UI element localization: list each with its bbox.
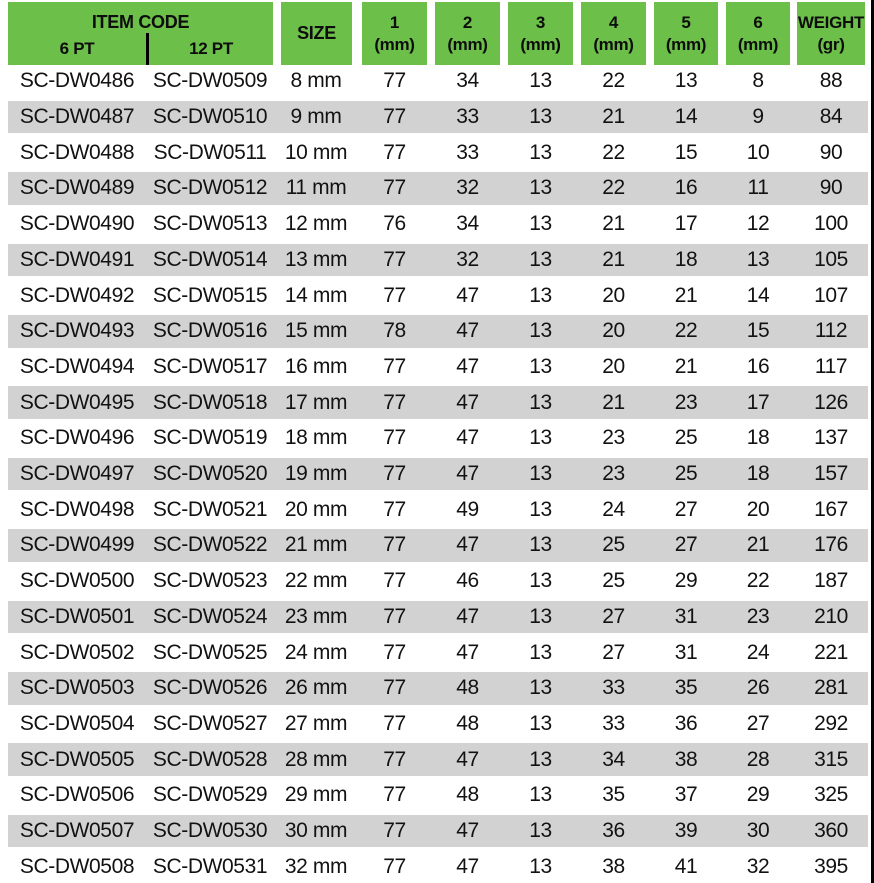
cell-size: 32 mm <box>284 854 348 878</box>
cell-2mm: 46 <box>456 569 479 593</box>
table-row <box>8 565 868 598</box>
cell-size: 26 mm <box>284 676 348 700</box>
cell-weight: 210 <box>814 604 848 628</box>
cell-4mm: 27 <box>602 604 625 628</box>
cell-item-code-6pt: SC-DW0503 <box>19 676 135 700</box>
cell-weight: 292 <box>814 712 848 735</box>
cell-weight: 395 <box>814 854 848 878</box>
cell-weight: 126 <box>814 390 848 414</box>
cell-item-code-6pt: SC-DW0491 <box>19 247 135 271</box>
cell-1mm: 77 <box>383 640 406 664</box>
cell-item-code-12pt: SC-DW0521 <box>152 497 268 521</box>
header-dim-3-num: 3 <box>535 13 546 33</box>
cell-5mm: 36 <box>674 712 698 735</box>
cell-3mm: 13 <box>529 319 552 343</box>
cell-item-code-6pt: SC-DW0502 <box>19 640 135 664</box>
header-size-label: SIZE <box>281 2 352 65</box>
header-dim-3 <box>508 2 573 65</box>
cell-item-code-6pt: SC-DW0494 <box>19 354 135 378</box>
cell-weight: 100 <box>814 212 848 236</box>
cell-6mm: 14 <box>746 283 770 307</box>
cell-4mm: 24 <box>602 497 625 521</box>
cell-4mm: 35 <box>602 783 625 807</box>
cell-weight: 176 <box>814 533 848 557</box>
cell-4mm: 21 <box>602 247 625 271</box>
cell-item-code-12pt: SC-DW0516 <box>152 319 268 343</box>
cell-weight: 90 <box>819 140 843 164</box>
cell-size: 22 mm <box>284 569 348 593</box>
cell-2mm: 47 <box>456 462 479 486</box>
cell-6mm: 16 <box>746 354 770 378</box>
cell-item-code-12pt: SC-DW0525 <box>152 640 268 664</box>
cell-4mm: 21 <box>602 105 625 129</box>
cell-size: 15 mm <box>284 319 348 343</box>
cell-4mm: 25 <box>602 533 625 557</box>
cell-1mm: 77 <box>383 819 406 843</box>
table-row <box>8 169 868 208</box>
header-dim-1 <box>362 2 427 65</box>
cell-item-code-6pt: SC-DW0495 <box>19 390 135 414</box>
cell-item-code-12pt: SC-DW0515 <box>152 283 268 307</box>
cell-item-code-6pt: SC-DW0493 <box>19 319 135 343</box>
cell-item-code-12pt: SC-DW0523 <box>152 569 268 593</box>
cell-1mm: 77 <box>383 604 406 628</box>
table-row <box>8 850 868 883</box>
cell-4mm: 22 <box>602 69 625 93</box>
cell-6mm: 18 <box>746 462 770 486</box>
cell-1mm: 77 <box>383 676 406 700</box>
cell-4mm: 22 <box>602 140 625 164</box>
cell-5mm: 18 <box>674 247 698 271</box>
cell-weight: 281 <box>814 676 848 700</box>
cell-size: 17 mm <box>284 390 348 414</box>
cell-1mm: 77 <box>383 712 406 735</box>
cell-2mm: 34 <box>456 212 479 236</box>
cell-1mm: 77 <box>383 426 406 450</box>
cell-1mm: 77 <box>383 69 406 93</box>
header-dim-1-unit: (mm) <box>374 34 415 54</box>
cell-6mm: 21 <box>746 533 770 557</box>
table-row <box>8 779 868 812</box>
cell-item-code-6pt: SC-DW0508 <box>19 854 135 878</box>
cell-1mm: 76 <box>383 212 406 236</box>
cell-6mm: 27 <box>746 712 770 735</box>
header-item-code-label: ITEM CODE <box>91 12 190 32</box>
cell-item-code-12pt: SC-DW0511 <box>153 140 267 164</box>
cell-3mm: 13 <box>529 712 552 735</box>
cell-size: 10 mm <box>284 140 348 164</box>
cell-2mm: 34 <box>456 69 479 93</box>
cell-weight: 360 <box>814 819 848 843</box>
cell-item-code-6pt: SC-DW0498 <box>19 497 135 521</box>
cell-item-code-6pt: SC-DW0490 <box>19 212 135 236</box>
table-row <box>8 422 868 455</box>
cell-1mm: 77 <box>383 569 406 593</box>
header-dim-1-num: 1 <box>389 13 400 33</box>
cell-3mm: 13 <box>529 176 552 200</box>
table-row <box>8 65 868 98</box>
cell-weight: 117 <box>814 354 848 378</box>
cell-5mm: 23 <box>674 390 698 414</box>
cell-item-code-12pt: SC-DW0513 <box>152 212 268 236</box>
table-row <box>8 241 868 280</box>
cell-6mm: 12 <box>746 212 770 236</box>
cell-3mm: 13 <box>529 604 552 628</box>
cell-3mm: 13 <box>529 676 552 700</box>
cell-6mm: 18 <box>746 426 770 450</box>
cell-5mm: 21 <box>674 354 698 378</box>
cell-2mm: 47 <box>456 354 479 378</box>
cell-5mm: 41 <box>674 854 698 878</box>
cell-3mm: 13 <box>529 105 552 129</box>
cell-weight: 187 <box>814 569 848 593</box>
cell-4mm: 21 <box>602 212 625 236</box>
cell-1mm: 77 <box>383 140 406 164</box>
cell-2mm: 47 <box>456 283 479 307</box>
cell-5mm: 39 <box>674 819 698 843</box>
cell-size: 14 mm <box>284 283 348 307</box>
cell-3mm: 13 <box>529 854 552 878</box>
cell-1mm: 77 <box>383 105 406 129</box>
cell-weight: 107 <box>814 283 848 307</box>
table-header <box>8 2 868 65</box>
cell-4mm: 34 <box>602 747 625 771</box>
header-dim-2 <box>435 2 500 65</box>
cell-2mm: 47 <box>456 390 479 414</box>
cell-size: 27 mm <box>284 712 348 735</box>
cell-3mm: 13 <box>529 747 552 771</box>
cell-2mm: 47 <box>456 747 479 771</box>
cell-6mm: 15 <box>746 319 770 343</box>
cell-3mm: 13 <box>529 69 552 93</box>
cell-6mm: 22 <box>746 569 770 593</box>
cell-size: 23 mm <box>284 604 348 628</box>
cell-5mm: 27 <box>674 533 698 557</box>
cell-3mm: 13 <box>529 640 552 664</box>
cell-3mm: 13 <box>529 140 552 164</box>
cell-6mm: 28 <box>746 747 770 771</box>
cell-item-code-12pt: SC-DW0518 <box>152 390 268 414</box>
cell-weight: 221 <box>814 640 848 664</box>
header-dim-5-num: 5 <box>681 13 691 33</box>
cell-item-code-12pt: SC-DW0528 <box>152 747 268 771</box>
cell-5mm: 29 <box>674 569 698 593</box>
cell-item-code-6pt: SC-DW0504 <box>19 712 135 735</box>
cell-item-code-6pt: SC-DW0505 <box>19 747 135 771</box>
cell-size: 29 mm <box>284 783 348 807</box>
cell-1mm: 77 <box>383 783 406 807</box>
cell-2mm: 32 <box>456 176 479 200</box>
cell-4mm: 21 <box>602 390 625 414</box>
cell-3mm: 13 <box>529 462 552 486</box>
header-12pt-label: 12 PT <box>146 33 273 65</box>
header-dim-4 <box>581 2 646 65</box>
cell-4mm: 23 <box>602 426 625 450</box>
cell-6mm: 13 <box>746 247 770 271</box>
cell-4mm: 22 <box>602 176 625 200</box>
cell-1mm: 78 <box>383 319 406 343</box>
cell-1mm: 77 <box>383 176 406 200</box>
header-dim-2-num: 2 <box>462 13 473 33</box>
cell-item-code-12pt: SC-DW0527 <box>152 712 268 735</box>
cell-weight: 88 <box>819 69 843 93</box>
cell-item-code-6pt: SC-DW0496 <box>19 426 135 450</box>
cell-item-code-12pt: SC-DW0509 <box>152 69 268 93</box>
header-dim-6-num: 6 <box>753 13 763 33</box>
table-row <box>8 383 868 422</box>
cell-5mm: 37 <box>674 783 698 807</box>
cell-4mm: 20 <box>602 283 625 307</box>
header-dim-4-num: 4 <box>608 13 619 33</box>
cell-1mm: 77 <box>383 247 406 271</box>
cell-item-code-6pt: SC-DW0489 <box>19 176 135 200</box>
cell-3mm: 13 <box>529 390 552 414</box>
cell-6mm: 26 <box>746 676 770 700</box>
cell-4mm: 33 <box>602 676 625 700</box>
cell-size: 13 mm <box>284 247 348 271</box>
cell-item-code-6pt: SC-DW0506 <box>19 783 135 807</box>
cell-item-code-6pt: SC-DW0497 <box>19 462 135 486</box>
cell-weight: 84 <box>819 105 843 129</box>
cell-3mm: 13 <box>529 819 552 843</box>
header-item-code-group <box>8 2 273 65</box>
cell-3mm: 13 <box>529 354 552 378</box>
header-dim-5 <box>654 2 718 65</box>
header-item-code-subrow <box>8 33 273 65</box>
cell-2mm: 47 <box>456 640 479 664</box>
table-row <box>8 526 868 565</box>
cell-item-code-12pt: SC-DW0510 <box>152 105 268 129</box>
cell-2mm: 32 <box>456 247 479 271</box>
cell-6mm: 10 <box>746 140 770 164</box>
cell-weight: 112 <box>814 319 848 343</box>
cell-5mm: 15 <box>674 140 698 164</box>
cell-1mm: 77 <box>383 747 406 771</box>
cell-size: 28 mm <box>284 747 348 771</box>
cell-5mm: 17 <box>674 212 698 236</box>
cell-size: 24 mm <box>284 640 348 664</box>
header-dim-2-unit: (mm) <box>447 34 488 54</box>
cell-5mm: 25 <box>674 462 698 486</box>
cell-item-code-12pt: SC-DW0514 <box>152 247 268 271</box>
cell-2mm: 48 <box>456 676 479 700</box>
cell-item-code-12pt: SC-DW0512 <box>152 176 268 200</box>
header-dim-6-unit: (mm) <box>737 34 779 54</box>
cell-2mm: 33 <box>456 105 479 129</box>
cell-size: 19 mm <box>284 462 348 486</box>
cell-4mm: 27 <box>602 640 625 664</box>
cell-4mm: 38 <box>602 854 625 878</box>
cell-item-code-6pt: SC-DW0487 <box>19 105 135 129</box>
cell-3mm: 13 <box>529 247 552 271</box>
cell-item-code-12pt: SC-DW0517 <box>152 354 268 378</box>
cell-2mm: 47 <box>456 426 479 450</box>
cell-5mm: 14 <box>674 105 698 129</box>
cell-weight: 90 <box>819 176 843 200</box>
cell-item-code-12pt: SC-DW0519 <box>152 426 268 450</box>
cell-2mm: 48 <box>456 712 479 735</box>
cell-4mm: 23 <box>602 462 625 486</box>
cell-3mm: 13 <box>529 426 552 450</box>
table-row <box>8 812 868 851</box>
header-weight-unit: (gr) <box>817 34 845 54</box>
cell-weight: 325 <box>814 783 848 807</box>
cell-4mm: 25 <box>602 569 625 593</box>
cell-2mm: 48 <box>456 783 479 807</box>
cell-5mm: 31 <box>674 640 698 664</box>
header-dim-4-unit: (mm) <box>593 34 634 54</box>
cell-1mm: 77 <box>383 497 406 521</box>
cell-2mm: 49 <box>456 497 479 521</box>
cell-2mm: 47 <box>456 533 479 557</box>
table-row <box>8 740 868 779</box>
header-dim-6 <box>726 2 790 65</box>
table-row <box>8 351 868 384</box>
cell-2mm: 47 <box>456 604 479 628</box>
cell-3mm: 13 <box>529 533 552 557</box>
cell-2mm: 33 <box>456 140 479 164</box>
cell-item-code-6pt: SC-DW0488 <box>19 140 135 164</box>
cell-weight: 167 <box>814 497 848 521</box>
header-weight-label: WEIGHT <box>797 13 865 33</box>
header-dim-3-unit: (mm) <box>520 34 561 54</box>
cell-size: 30 mm <box>284 819 348 843</box>
cell-5mm: 25 <box>674 426 698 450</box>
cell-size: 18 mm <box>284 426 348 450</box>
cell-size: 16 mm <box>284 354 348 378</box>
table-row <box>8 636 868 669</box>
table-body <box>8 65 868 883</box>
table-row <box>8 493 868 526</box>
cell-1mm: 77 <box>383 854 406 878</box>
table-row <box>8 98 868 137</box>
header-weight <box>797 2 865 65</box>
cell-item-code-12pt: SC-DW0522 <box>152 533 268 557</box>
cell-item-code-12pt: SC-DW0526 <box>152 676 268 700</box>
cell-6mm: 11 <box>747 176 769 200</box>
cell-5mm: 31 <box>674 604 698 628</box>
table-row <box>8 455 868 494</box>
table-row <box>8 279 868 312</box>
cell-6mm: 32 <box>746 854 770 878</box>
header-6pt-label: 6 PT <box>59 39 95 58</box>
cell-item-code-6pt: SC-DW0486 <box>19 69 135 93</box>
cell-weight: 105 <box>814 247 848 271</box>
cell-size: 12 mm <box>284 212 348 236</box>
cell-6mm: 30 <box>746 819 770 843</box>
cell-weight: 137 <box>814 426 848 450</box>
cell-weight: 157 <box>814 462 848 486</box>
cell-6mm: 8 <box>752 69 764 93</box>
table-row <box>8 208 868 241</box>
cell-item-code-12pt: SC-DW0529 <box>152 783 268 807</box>
table-row <box>8 669 868 708</box>
cell-1mm: 77 <box>383 390 406 414</box>
cell-1mm: 77 <box>383 283 406 307</box>
cell-item-code-12pt: SC-DW0530 <box>152 819 268 843</box>
cell-1mm: 77 <box>383 354 406 378</box>
cell-item-code-6pt: SC-DW0492 <box>19 283 135 307</box>
cell-6mm: 20 <box>746 497 770 521</box>
table-row <box>8 708 868 741</box>
cell-3mm: 13 <box>529 569 552 593</box>
cell-size: 9 mm <box>290 105 342 129</box>
cell-6mm: 29 <box>746 783 770 807</box>
cell-3mm: 13 <box>529 283 552 307</box>
cell-size: 11 mm <box>285 176 347 200</box>
cell-5mm: 21 <box>674 283 698 307</box>
cell-size: 20 mm <box>284 497 348 521</box>
cell-3mm: 13 <box>529 783 552 807</box>
cell-5mm: 16 <box>674 176 698 200</box>
cell-item-code-6pt: SC-DW0499 <box>19 533 135 557</box>
cell-3mm: 13 <box>529 497 552 521</box>
cell-4mm: 20 <box>602 354 625 378</box>
table-row <box>8 598 868 637</box>
cell-5mm: 38 <box>674 747 698 771</box>
cell-item-code-6pt: SC-DW0501 <box>19 604 135 628</box>
cell-1mm: 77 <box>383 533 406 557</box>
cell-2mm: 47 <box>456 819 479 843</box>
cell-6mm: 17 <box>746 390 770 414</box>
header-dim-5-unit: (mm) <box>665 34 707 54</box>
table-row <box>8 136 868 169</box>
cell-6mm: 24 <box>746 640 770 664</box>
cell-item-code-12pt: SC-DW0524 <box>152 604 268 628</box>
table-row <box>8 312 868 351</box>
cell-2mm: 47 <box>456 854 479 878</box>
cell-1mm: 77 <box>383 462 406 486</box>
cell-5mm: 35 <box>674 676 698 700</box>
cell-weight: 315 <box>814 747 848 771</box>
cell-3mm: 13 <box>529 212 552 236</box>
cell-5mm: 13 <box>674 69 698 93</box>
cell-item-code-6pt: SC-DW0500 <box>19 569 135 593</box>
cell-6mm: 9 <box>752 105 764 129</box>
cell-item-code-6pt: SC-DW0507 <box>19 819 135 843</box>
cell-size: 21 mm <box>284 533 348 557</box>
cell-5mm: 22 <box>674 319 698 343</box>
cell-6mm: 23 <box>746 604 770 628</box>
cell-4mm: 33 <box>602 712 625 735</box>
cell-item-code-12pt: SC-DW0531 <box>152 854 268 878</box>
cell-4mm: 20 <box>602 319 625 343</box>
cell-4mm: 36 <box>602 819 625 843</box>
cell-size: 8 mm <box>290 69 342 93</box>
cell-5mm: 27 <box>674 497 698 521</box>
cell-item-code-12pt: SC-DW0520 <box>152 462 268 486</box>
cell-2mm: 47 <box>456 319 479 343</box>
